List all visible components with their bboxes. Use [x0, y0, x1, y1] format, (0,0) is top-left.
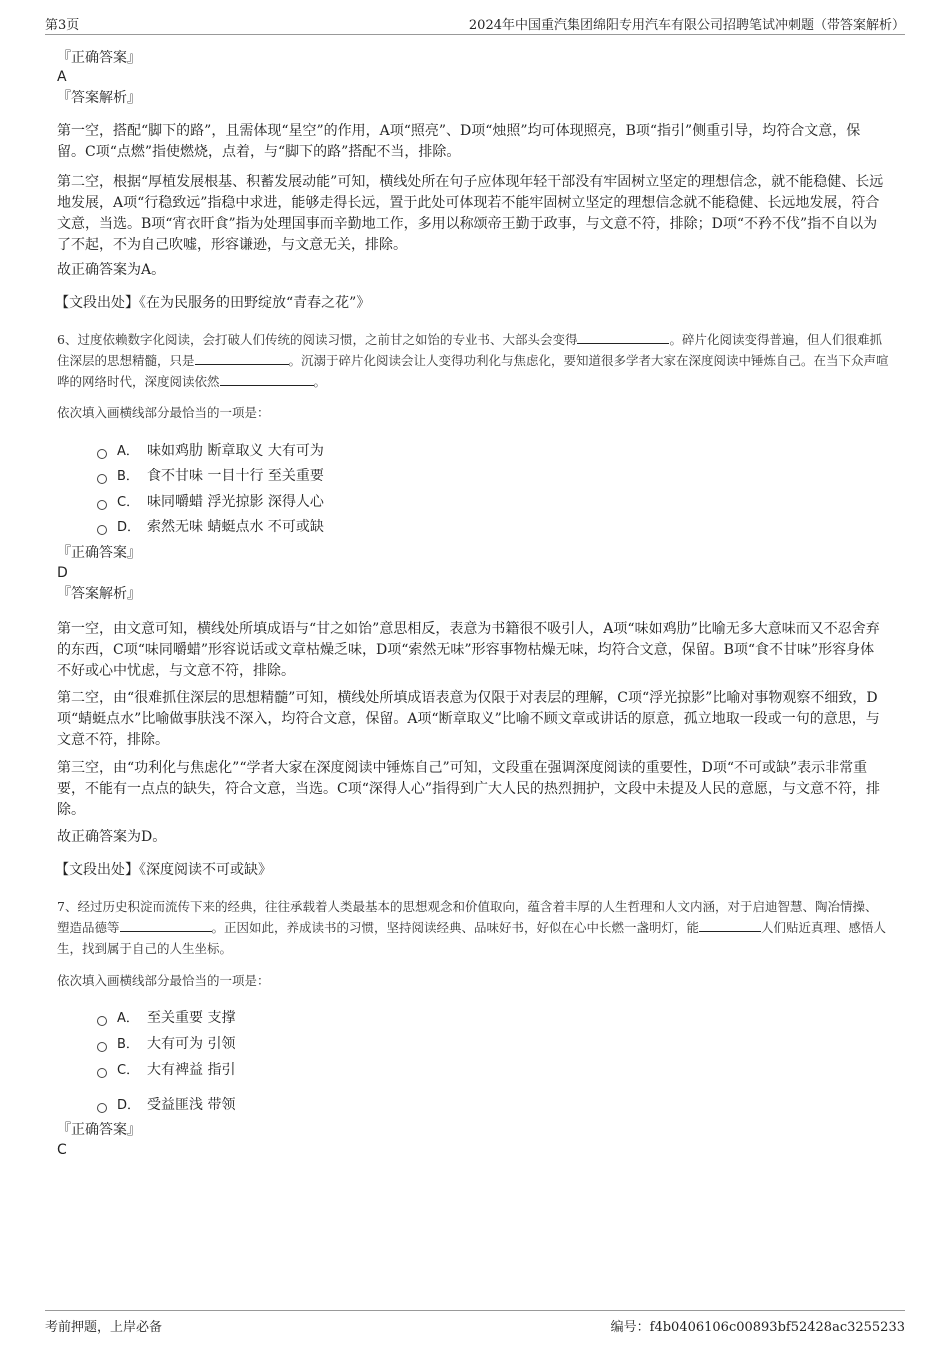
option-key: D． — [117, 520, 141, 535]
analysis-paragraph: 第一空，由文意可知，横线处所填成语与“甘之如饴”意思相反，表意为书籍很不吸引人，A项“味如鸡肋”比喻无多大意味而又不忍舍弃的东西，C项“味同嚼蜡”形容说话或文章枯燥乏味，D项“索然无味”形容事物枯燥无味，均符合文意，保留。B项“食不甘味”形容身体不好或心中忧虑，与文意不符，排除。 — [57, 621, 880, 679]
radio-icon[interactable] — [97, 1068, 107, 1078]
analysis-conclusion: 故正确答案为A。 — [57, 262, 166, 278]
option-key: D． — [117, 1098, 141, 1113]
analysis-conclusion: 故正确答案为D。 — [57, 829, 167, 845]
option-text: 索然无味 蜻蜓点水 不可或缺 — [147, 519, 324, 535]
question-stem — [57, 896, 889, 959]
radio-icon[interactable] — [97, 474, 107, 484]
option-text: 大有可为 引领 — [147, 1036, 236, 1052]
option-key: B． — [117, 469, 139, 484]
option-d[interactable] — [97, 516, 324, 536]
answer-label: 『正确答案』 — [57, 545, 141, 561]
fill-blank — [577, 329, 669, 344]
fill-blank — [699, 917, 761, 932]
option-c[interactable] — [97, 1059, 235, 1079]
radio-icon[interactable] — [97, 1103, 107, 1113]
analysis-paragraph: 第一空，搭配“脚下的路”，且需体现“星空”的作用，A项“照亮”、D项“烛照”均可体现照亮，B项“指引”侧重引导，均符合文意，保留。C项“点燃”指使燃烧，点着，与“脚下的路”搭配不当，排除。 — [57, 123, 861, 160]
option-text: 食不甘味 一目十行 至关重要 — [147, 468, 324, 484]
question-text: 。正因如此，养成读书的习惯，坚持阅读经典、品味好书，好似在心中长燃一盏明灯，能 — [211, 920, 700, 935]
question-text: 7、经过历史积淀而流传下来的经典，往往承载着人类最基本的思想观念和价值取向，蕴含着丰厚的人生哲理和人文内涵，对于启迪智慧、陶冶情操、塑造品德等 — [57, 899, 878, 935]
document-id: 编号：f4b0406106c00893bf52428ac3255233 — [610, 1320, 905, 1335]
answer-value: C — [57, 1142, 67, 1158]
passage-source: 【文段出处】《深度阅读不可或缺》 — [55, 862, 272, 878]
analysis-paragraph: 第三空，由“功利化与焦虑化”“学者大家在深度阅读中锤炼自己”可知，文段重在强调深度阅读的重要性，D项“不可或缺”表示非常重要，不能有一点点的缺失，符合文意，当选。C项“深得人心”指得到广大人民的热烈拥护，文段中未提及人民的意愿，与文意不符，排除。 — [57, 760, 881, 818]
analysis-paragraph: 第二空，根据“厚植发展根基、积蓄发展动能”可知，横线处所在句子应体现年轻干部没有牢固树立坚定的理想信念，就不能稳健、长远地发展，A项“行稳致远”指稳中求进，能够走得长远，置于此处可体现若不能牢固树立坚定的理想信念就不能稳健、长远地发展，符合文意，当选。B项“宵衣旰食”指为处理国事而辛勤地工作，多用以称颂帝王勤于政事，与文意不符，排除；D项“不矜不伐”指不自以为了不起，不为自己吹嘘，形容谦逊，与文意无关，排除。 — [57, 174, 884, 253]
answer-value: D — [57, 565, 68, 581]
option-key: A． — [117, 444, 139, 459]
page-footer — [45, 1310, 905, 1335]
option-c[interactable] — [97, 491, 324, 511]
document-title: 2024年中国重汽集团绵阳专用汽车有限公司招聘笔试冲刺题（带答案解析） — [468, 18, 905, 33]
option-text: 味同嚼蜡 浮光掠影 深得人心 — [147, 494, 324, 510]
option-key: C． — [117, 1063, 140, 1078]
option-d[interactable] — [97, 1094, 235, 1114]
fill-blank — [220, 371, 314, 386]
page-number: 第3页 — [45, 18, 80, 33]
passage-source: 【文段出处】《在为民服务的田野绽放“青春之花”》 — [55, 295, 371, 311]
radio-icon[interactable] — [97, 449, 107, 459]
analysis-label: 『答案解析』 — [57, 90, 141, 106]
fill-blank — [120, 917, 212, 932]
option-a[interactable] — [97, 440, 324, 460]
option-text: 味如鸡肋 断章取义 大有可为 — [147, 443, 324, 459]
footer-slogan: 考前押题，上岸必备 — [45, 1320, 163, 1335]
option-b[interactable] — [97, 1033, 235, 1053]
radio-icon[interactable] — [97, 1016, 107, 1026]
option-key: A． — [117, 1011, 139, 1026]
question-text: 人们贴近真理、感悟人生，找到属于自己的人生坐标。 — [57, 920, 887, 956]
question-text: 。 — [313, 374, 327, 389]
analysis-paragraph: 第二空，由“很难抓住深层的思想精髓”可知，横线处所填成语表意为仅限于对表层的理解，C项“浮光掠影”比喻对事物观察不细致，D项“蜻蜓点水”比喻做事肤浅不深入，均符合文意，保留。A项“断章取义”比喻不顾文章或讲话的原意，孤立地取一段或一句的意思，与文意不符，排除。 — [57, 690, 880, 748]
question-text: 。沉溺于碎片化阅读会让人变得功利化与焦虑化，要知道很多学者大家在深度阅读中锤炼自己。在当下众声喧哗的网络时代，深度阅读依然 — [57, 353, 889, 389]
answer-label: 『正确答案』 — [57, 1122, 141, 1138]
answer-value: A — [57, 69, 67, 85]
option-b[interactable] — [97, 465, 324, 485]
page-header — [45, 12, 905, 35]
option-key: B． — [117, 1037, 139, 1052]
question-stem — [57, 329, 889, 392]
radio-icon[interactable] — [97, 1042, 107, 1052]
fill-blank — [195, 350, 289, 365]
option-a[interactable] — [97, 1007, 235, 1027]
analysis-label: 『答案解析』 — [57, 586, 141, 602]
radio-icon[interactable] — [97, 500, 107, 510]
option-text: 大有裨益 指引 — [147, 1062, 236, 1078]
question-text: 。碎片化阅读变得普遍，但人们很难抓住深层的思想精髓，只是 — [57, 332, 882, 368]
question-instruction: 依次填入画横线部分最恰当的一项是： — [57, 405, 270, 420]
radio-icon[interactable] — [97, 525, 107, 535]
option-text: 至关重要 支撑 — [147, 1010, 236, 1026]
option-text: 受益匪浅 带领 — [147, 1097, 236, 1113]
question-text: 6、过度依赖数字化阅读，会打破人们传统的阅读习惯，之前甘之如饴的专业书、大部头会变得 — [57, 332, 578, 347]
option-key: C． — [117, 495, 140, 510]
question-instruction: 依次填入画横线部分最恰当的一项是： — [57, 973, 270, 988]
answer-label: 『正确答案』 — [57, 50, 141, 66]
